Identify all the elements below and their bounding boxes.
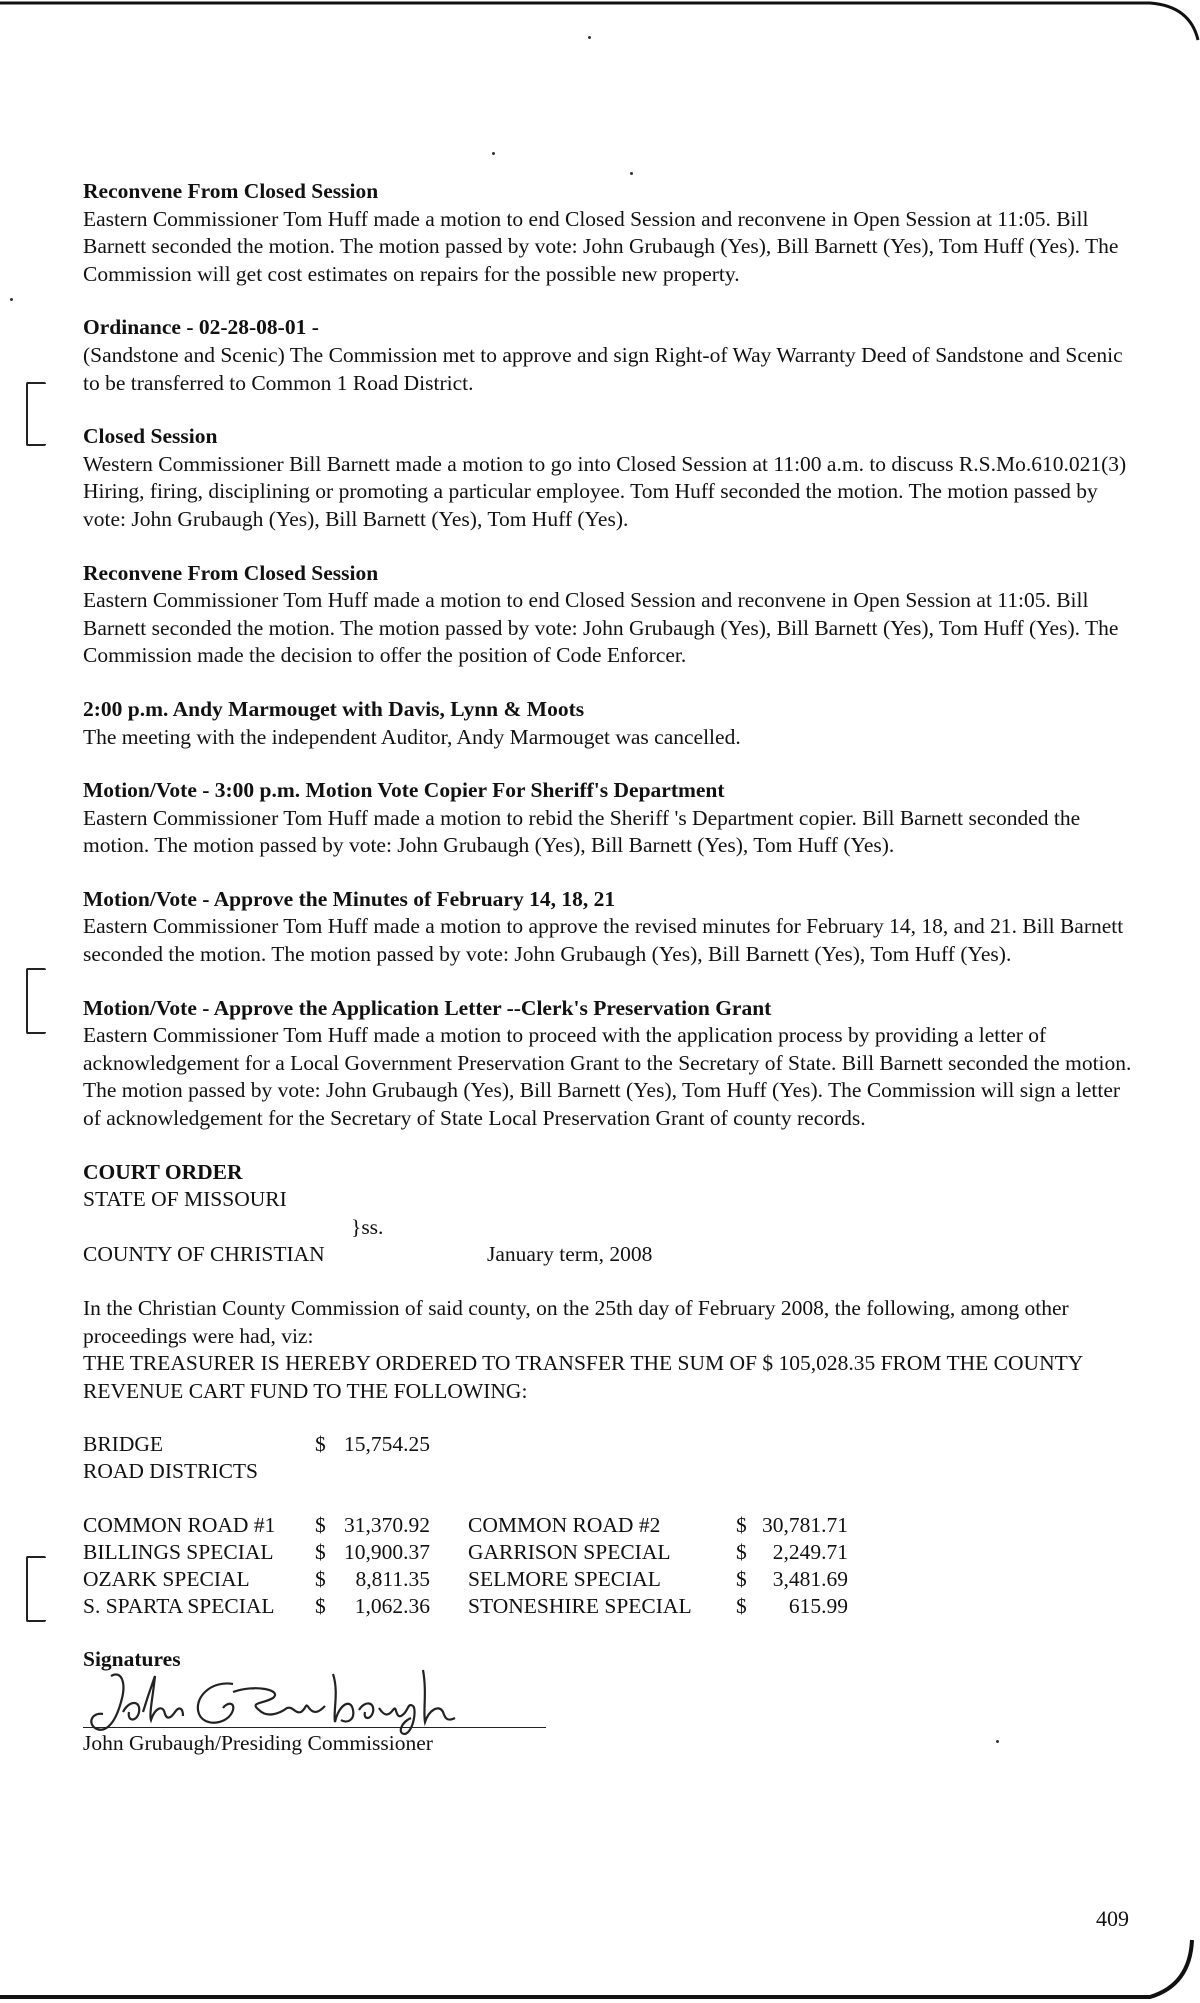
court-order-transfer: THE TREASURER IS HEREBY ORDERED TO TRANSFER THE SUM OF $ 105,028.35 FROM THE COUNTY REVENUE CART FUND TO THE FOLLOWING: [83, 1351, 1083, 1403]
court-order-title: COURT ORDER [83, 1159, 243, 1184]
table-row [83, 1458, 848, 1485]
fund-name: STONESHIRE SPECIAL [468, 1594, 692, 1619]
section-heading: Motion/Vote - Approve the Application Letter --Clerk's Preservation Grant [83, 995, 772, 1020]
table-row [83, 1593, 848, 1620]
fund-dollar: $ [736, 1540, 747, 1565]
table-row [83, 1539, 848, 1566]
minutes-section [83, 995, 1143, 1133]
section-body: Eastern Commissioner Tom Huff made a motion to end Closed Session and reconvene in Open Session at 11:05. Bill Barnett seconded the motion. The motion passed by vote: John Grubaugh (Yes), Bill Barnett (Yes), Tom Huff (Yes). The Commission made the decision to offer the position of Code Enforcer. [83, 588, 1119, 668]
fund-amount: 15,754.25 [344, 1432, 430, 1457]
fund-dollar: $ [736, 1567, 747, 1592]
fund-name: GARRISON SPECIAL [468, 1540, 671, 1565]
court-order-county-row [83, 1241, 1143, 1269]
court-order-county: COUNTY OF CHRISTIAN [83, 1242, 325, 1267]
scan-speck [630, 172, 633, 175]
fund-dollar: $ [315, 1567, 326, 1592]
fund-name: BRIDGE [83, 1432, 164, 1457]
section-heading: Closed Session [83, 424, 218, 449]
fund-name: S. SPARTA SPECIAL [83, 1594, 275, 1619]
section-heading: Motion/Vote - Approve the Minutes of February 14, 18, 21 [83, 886, 616, 911]
minutes-section [83, 560, 1143, 670]
section-body: Eastern Commissioner Tom Huff made a motion to rebid the Sheriff 's Department copier. Bill Barnett seconded the motion. The motion passed by vote: John Grubaugh (Yes), Bill Barnett (Yes), Tom Huff (Yes). [83, 805, 1081, 858]
signatures-label: Signatures [83, 1647, 181, 1672]
section-body: Eastern Commissioner Tom Huff made a motion to proceed with the application process by providing a letter of acknowledgement for a Local Government Preservation Grant to the Secretary of State. Bill Barnett seconded the motion. The motion passed by vote: John Grubaugh (Yes), Bill Barnett (Yes), Tom Huff (Yes). The Commission will sign a letter of acknowledgement for the Secretary of State Local Preservation Grant of county records. [83, 1023, 1132, 1131]
fund-amount: 3,481.69 [772, 1567, 848, 1592]
fund-amount: 1,062.36 [354, 1594, 430, 1619]
section-heading: Reconvene From Closed Session [83, 179, 379, 203]
fund-dollar: $ [736, 1513, 747, 1538]
table-row [83, 1566, 848, 1593]
minutes-section [83, 777, 1143, 860]
document-body [83, 178, 1143, 1758]
section-heading: 2:00 p.m. Andy Marmouget with Davis, Lynn & Moots [83, 696, 585, 721]
section-heading: Ordinance - 02-28-08-01 - [83, 315, 319, 340]
fund-name: SELMORE SPECIAL [468, 1567, 661, 1592]
section-heading: Motion/Vote - 3:00 p.m. Motion Vote Copier For Sheriff's Department [83, 778, 725, 803]
fund-name: BILLINGS SPECIAL [83, 1540, 274, 1565]
fund-amount: 10,900.37 [344, 1540, 430, 1565]
minutes-section [83, 178, 1143, 288]
section-body: Eastern Commissioner Tom Huff made a motion to approve the revised minutes for February 14, 18, and 21. Bill Barnett seconded the motion. The motion passed by vote: John Grubaugh (Yes), Bill Barnett (Yes), Tom Huff (Yes). [83, 914, 1124, 967]
fund-name: COMMON ROAD #1 [83, 1513, 276, 1538]
fund-dollar: $ [736, 1594, 747, 1619]
fund-dollar: $ [315, 1432, 326, 1457]
scan-speck [492, 152, 495, 155]
margin-bracket [26, 968, 46, 1034]
court-order-state: STATE OF MISSOURI [83, 1187, 287, 1212]
fund-name: COMMON ROAD #2 [468, 1513, 661, 1538]
fund-dollar: $ [315, 1540, 326, 1565]
margin-bracket [26, 382, 46, 446]
scan-speck [10, 298, 13, 301]
scan-speck [588, 36, 591, 39]
court-order-ss: }ss. [351, 1214, 384, 1239]
signature-caption: John Grubaugh/Presiding Commissioner [83, 1730, 433, 1755]
fund-dollar: $ [315, 1594, 326, 1619]
fund-amount: 2,249.71 [772, 1540, 848, 1565]
margin-bracket [26, 1556, 46, 1622]
court-order-intro: In the Christian County Commission of said county, on the 25th day of February 2008, the following, among other proceedings were had, viz: [83, 1296, 1069, 1348]
minutes-section [83, 314, 1143, 397]
section-body: Western Commissioner Bill Barnett made a motion to go into Closed Session at 11:00 a.m. to discuss R.S.Mo.610.021(3) Hiring, firing, disciplining or promoting a particular employee. Tom Huff seconded the motion. The motion passed by vote: John Grubaugh (Yes), Bill Barnett (Yes), Tom Huff (Yes). [83, 451, 1127, 531]
fund-amount: 31,370.92 [344, 1513, 430, 1538]
section-body: Eastern Commissioner Tom Huff made a motion to end Closed Session and reconvene in Open Session at 11:05. Bill Barnett seconded the motion. The motion passed by vote: John Grubaugh (Yes), Bill Barnett (Yes), Tom Huff (Yes). The Commission will get cost estimates on repairs for the possible new property. [83, 206, 1119, 286]
court-order [83, 1159, 1143, 1621]
fund-amount: 8,811.35 [355, 1567, 430, 1592]
signature-block [83, 1674, 563, 1734]
minutes-section [83, 423, 1143, 533]
table-row [83, 1512, 848, 1539]
section-body: The meeting with the independent Auditor, Andy Marmouget was cancelled. [83, 724, 741, 749]
fund-amount: 30,781.71 [762, 1513, 848, 1538]
court-order-term: January term, 2008 [487, 1242, 653, 1267]
signature-line [83, 1727, 546, 1728]
handwritten-signature [83, 1662, 523, 1742]
fund-dollar: $ [315, 1513, 326, 1538]
table-row [83, 1431, 848, 1458]
minutes-section [83, 696, 1143, 751]
fund-name: OZARK SPECIAL [83, 1567, 250, 1592]
page-number: 409 [1096, 1906, 1129, 1931]
section-body: (Sandstone and Scenic) The Commission met to approve and sign Right-of Way Warranty Deed of Sandstone and Scenic to be transferred to Common 1 Road District. [83, 342, 1123, 395]
fund-table [83, 1431, 848, 1620]
fund-amount: 615.99 [788, 1594, 848, 1619]
minutes-section [83, 886, 1143, 969]
road-districts-label: ROAD DISTRICTS [83, 1459, 259, 1484]
section-heading: Reconvene From Closed Session [83, 560, 379, 585]
